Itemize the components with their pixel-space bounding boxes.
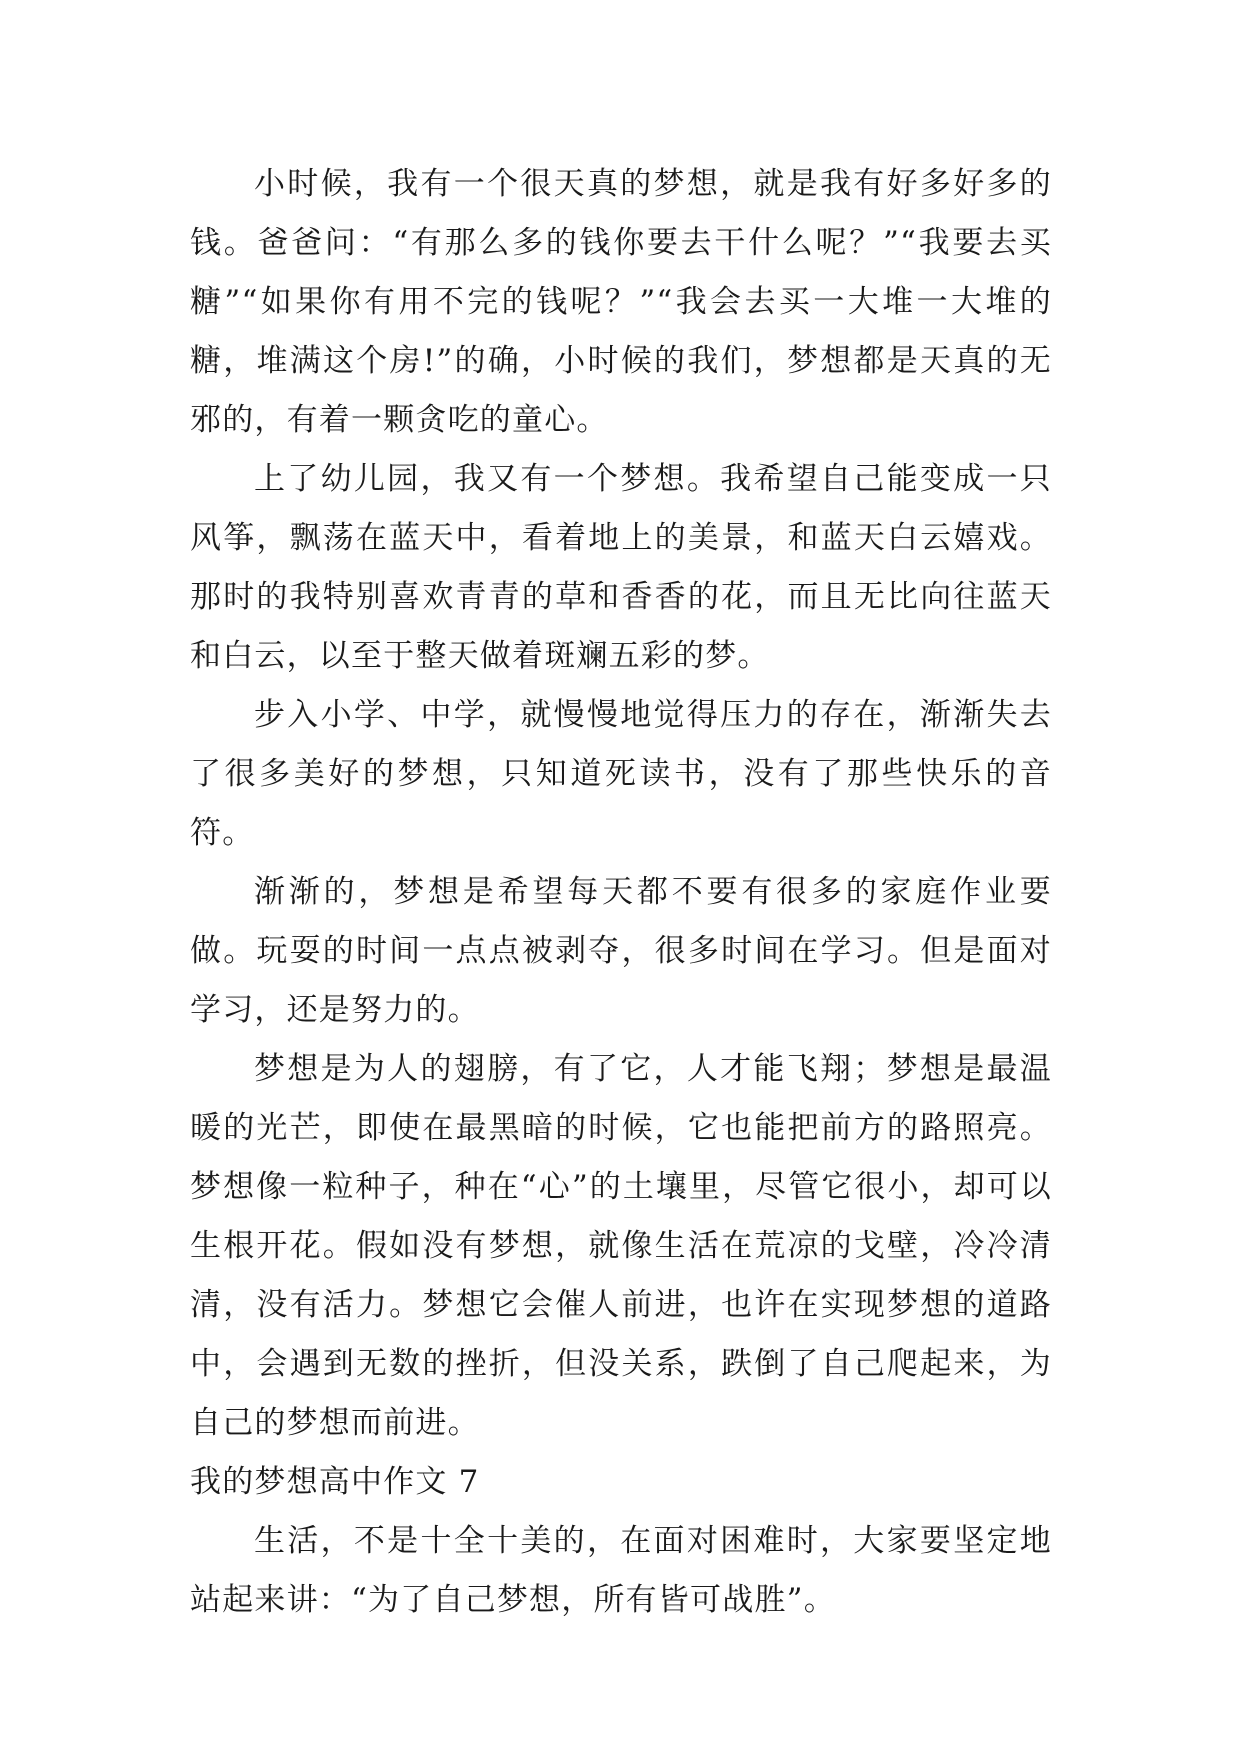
document-body <box>190 155 1052 1630</box>
paragraph-kindergarten-dream: 上了幼儿园，我又有一个梦想。我希望自己能变成一只风筝，飘荡在蓝天中，看着地上的美景，和蓝天白云嬉戏。那时的我特别喜欢青青的草和香香的花，而且无比向往蓝天和白云，以至于整天做着斑斓五彩的梦。 <box>190 461 1052 674</box>
paragraph-dream-wings: 梦想是为人的翅膀，有了它，人才能飞翔；梦想是最温暖的光芒，即使在最黑暗的时候，它也能把前方的路照亮。梦想像一粒种子，种在“心”的土壤里，尽管它很小，却可以生根开花。假如没有梦想，就像生活在荒凉的戈壁，冷冷清清，没有活力。梦想它会催人前进，也许在实现梦想的道路中，会遇到无数的挫折，但没关系，跌倒了自己爬起来，为自己的梦想而前进。 <box>190 1051 1052 1441</box>
section-heading: 我的梦想高中作文 7 <box>190 1464 480 1500</box>
paragraph-homework-dream: 渐渐的，梦想是希望每天都不要有很多的家庭作业要做。玩耍的时间一点点被剥夺，很多时间在学习。但是面对学习，还是努力的。 <box>190 874 1052 1028</box>
paragraph-school-pressure: 步入小学、中学，就慢慢地觉得压力的存在，渐渐失去了很多美好的梦想，只知道死读书，没有了那些快乐的音符。 <box>190 697 1052 851</box>
paragraph-life-not-perfect: 生活，不是十全十美的，在面对困难时，大家要坚定地站起来讲：“为了自己梦想，所有皆可战胜”。 <box>190 1523 1052 1618</box>
paragraph-childhood-dream: 小时候，我有一个很天真的梦想，就是我有好多好多的钱。爸爸问：“有那么多的钱你要去干什么呢？”“我要去买糖”“如果你有用不完的钱呢？”“我会去买一大堆一大堆的糖，堆满这个房!”的确，小时候的我们，梦想都是天真的无邪的，有着一颗贪吃的童心。 <box>190 166 1052 438</box>
